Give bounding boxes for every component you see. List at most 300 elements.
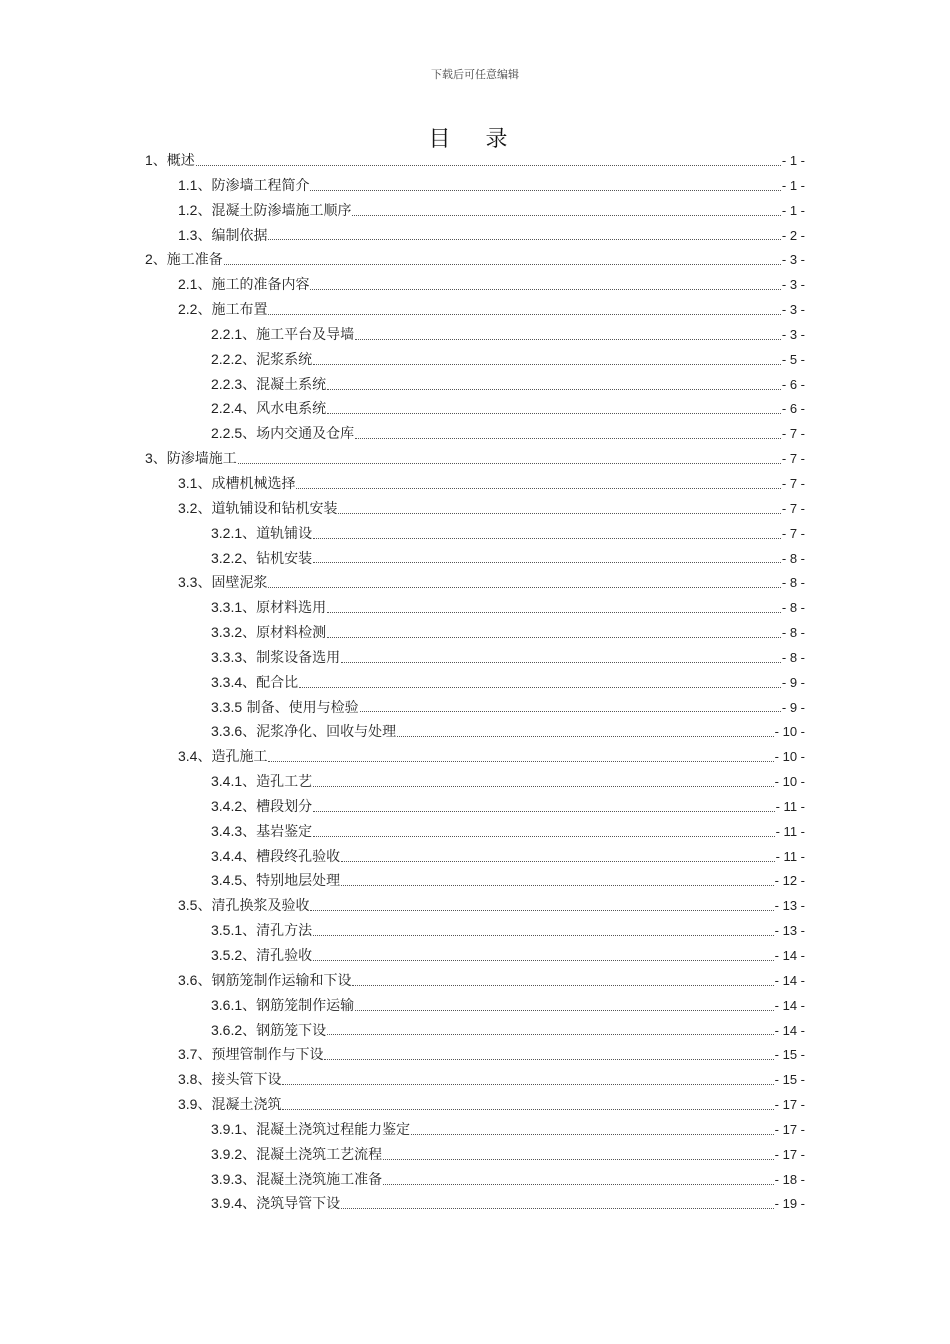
toc-entry[interactable] [145,546,805,571]
toc-page-number: - 14 - [774,972,805,988]
toc-entry-text: 道轨铺设 [256,525,313,542]
toc-entry-separator: 、 [197,1097,212,1114]
dot-leader [313,562,781,563]
toc-page-number: - 17 - [774,1121,805,1137]
toc-page-number: - 10 - [774,749,805,765]
toc-entry-number: 3.5.1 [211,922,243,939]
dot-leader [397,736,774,737]
table-of-contents [145,148,805,1216]
toc-entry-label [211,546,312,572]
toc-entry[interactable] [145,868,805,893]
toc-entry[interactable] [145,297,805,322]
toc-entry-separator: 、 [152,153,167,169]
toc-entry-separator: 、 [197,575,212,592]
toc-entry-label [178,1092,281,1118]
toc-entry-separator: 、 [197,475,212,492]
toc-entry-text: 清孔方法 [256,923,313,940]
toc-entry-text: 钢筋笼制作运输 [256,997,355,1014]
toc-entry-number: 3.3.6 [211,723,243,740]
toc-entry-text: 造孔工艺 [256,774,313,791]
toc-page-number: - 8 - [781,550,805,566]
dot-leader [327,637,781,638]
toc-entry[interactable] [145,819,805,844]
toc-entry[interactable] [145,396,805,421]
dot-leader [313,935,774,936]
toc-entry-text: 施工布置 [211,302,268,319]
toc-entry-number: 3.3.2 [211,624,243,641]
toc-entry-text: 泥浆净化、回收与处理 [256,724,397,741]
dot-leader [327,413,781,414]
toc-entry-label [211,421,354,447]
dot-leader [313,538,781,539]
toc-entry-number: 3.2 [178,499,198,516]
toc-entry-text: 基岩鉴定 [256,823,313,840]
toc-entry[interactable] [145,198,805,223]
toc-entry-number: 3.5.2 [211,947,243,963]
toc-entry-separator: 、 [242,948,257,964]
toc-page-number: - 12 - [774,873,805,889]
toc-entry-text: 风水电系统 [256,401,327,418]
toc-entry-number: 3.4.2 [211,797,243,814]
header-note: 下载后可任意编辑 [431,68,519,81]
toc-page-number: - 7 - [781,426,805,442]
toc-entry-separator: 、 [197,749,212,766]
toc-entry[interactable] [145,1117,805,1142]
toc-entry[interactable] [145,347,805,372]
toc-page-number: - 7 - [781,525,805,541]
dot-leader [352,215,780,216]
toc-entry-label [211,1167,382,1193]
toc-entry-label [211,819,312,845]
dot-leader [310,289,780,290]
toc-page-number: - 7 - [781,451,805,467]
toc-entry-text: 清孔验收 [256,948,313,964]
toc-entry-separator: 、 [197,1047,212,1064]
toc-entry-label [211,695,359,721]
toc-entry-separator: 、 [242,550,257,567]
toc-entry-text: 混凝土防渗墙施工顺序 [211,202,352,219]
toc-entry-number: 3.6.2 [211,1021,243,1038]
toc-entry-separator: 、 [197,898,212,915]
toc-page-number: - 17 - [774,1146,805,1162]
dot-leader [268,239,780,240]
toc-entry-text: 混凝土系统 [256,376,327,393]
dot-leader [327,612,781,613]
toc-entry-text: 混凝土浇筑工艺流程 [256,1146,383,1163]
toc-entry[interactable] [145,1067,805,1092]
dot-leader [268,587,780,588]
dot-leader [268,761,773,762]
toc-entry[interactable] [145,272,805,297]
toc-entry-text: 原材料检测 [256,625,327,642]
toc-entry-separator: 、 [197,202,212,219]
toc-entry[interactable] [145,943,805,968]
toc-page-number: - 10 - [774,724,805,740]
toc-entry-separator: 、 [242,798,257,815]
toc-page-number: - 9 - [781,674,805,690]
toc-page-number: - 3 - [781,277,805,293]
dot-leader [299,687,781,688]
toc-entry[interactable] [145,645,805,670]
toc-entry-text: 接头管下设 [211,1072,282,1089]
toc-entry-separator: 、 [152,252,167,269]
toc-entry[interactable] [145,1167,805,1192]
toc-entry-text: 钢筋笼下设 [256,1022,327,1039]
toc-entry-number: 3.3.3 [211,648,243,665]
toc-entry-label [211,794,312,820]
dot-leader [383,1184,774,1185]
toc-entry[interactable] [145,769,805,794]
toc-entry[interactable] [145,223,805,248]
dot-leader [355,438,781,439]
toc-entry-separator: 、 [242,1121,257,1138]
toc-entry-number: 3.5 [178,897,198,914]
toc-entry[interactable] [145,968,805,993]
toc-entry-text: 制备、使用与检验 [246,699,359,716]
toc-entry-separator: 、 [242,774,257,791]
toc-entry[interactable] [145,595,805,620]
toc-entry-separator: 、 [242,625,257,642]
dot-leader [352,985,773,986]
dot-leader [224,264,781,265]
toc-page-number: - 17 - [774,1097,805,1113]
toc-entry[interactable] [145,521,805,546]
toc-entry[interactable] [145,173,805,198]
toc-page-number: - 9 - [781,699,805,715]
toc-page-number: - 1 - [781,153,805,168]
toc-entry-separator: 、 [197,302,212,319]
dot-leader [313,811,774,812]
toc-entry-separator: 、 [242,600,257,617]
toc-entry-label [211,595,326,621]
toc-entry-separator: 、 [242,525,257,542]
toc-entry-separator: 、 [242,326,257,343]
toc-entry-label [211,347,312,373]
toc-entry-number: 1.1 [178,176,198,193]
toc-entry-number: 3.4.5 [211,872,243,889]
toc-entry[interactable] [145,148,805,173]
toc-entry-separator: 、 [197,972,212,989]
toc-entry-label [211,943,312,969]
toc-entry-separator: 、 [242,873,257,890]
toc-entry[interactable] [145,744,805,769]
toc-entry-text: 编制依据 [211,227,268,244]
toc-entry-label [211,918,312,944]
toc-entry[interactable] [145,421,805,446]
dot-leader [268,314,780,315]
toc-entry-number: 3.2.2 [211,549,243,566]
toc-entry-separator: 、 [242,1022,257,1039]
toc-entry-text: 泥浆系统 [256,351,313,368]
toc-entry-text: 原材料选用 [256,600,327,617]
toc-entry-text: 成槽机械选择 [211,475,296,492]
toc-entry-text: 施工准备 [166,252,223,269]
toc-entry-label [178,173,309,199]
toc-entry-text: 施工平台及导墙 [256,326,355,343]
toc-entry-text: 概述 [166,153,195,169]
toc-page-number: - 8 - [781,600,805,616]
toc-page-number: - 11 - [775,848,805,864]
toc-entry-text: 浇筑导管下设 [256,1196,341,1213]
toc-entry-label [178,198,351,224]
toc-page-number: - 1 - [781,202,805,218]
dot-leader [324,1059,773,1060]
toc-entry-separator: 、 [242,674,257,691]
toc-page-number: - 3 - [781,326,805,342]
toc-entry-number: 3.6.1 [211,996,243,1013]
toc-entry-label [211,719,396,745]
toc-entry-label [211,1191,340,1217]
toc-entry-number: 2.2.4 [211,400,243,417]
dot-leader [383,1159,774,1160]
toc-entry-number: 3.9.2 [211,1145,243,1162]
toc-entry-number: 3.9.3 [211,1170,243,1187]
toc-entry-text: 混凝土浇筑施工准备 [256,1171,383,1188]
toc-entry-label [211,1117,410,1143]
toc-entry[interactable] [145,1142,805,1167]
toc-page-number: - 1 - [781,177,805,193]
toc-entry-number: 2 [145,251,153,268]
dot-leader [327,389,781,390]
toc-entry-number: 3.9.1 [211,1120,243,1137]
toc-entry-separator: 、 [242,823,257,840]
toc-entry-separator: 、 [197,177,212,194]
toc-entry-number: 1.3 [178,226,198,243]
toc-entry-label [211,993,354,1019]
dot-leader [313,960,774,961]
toc-entry-label [178,570,267,596]
toc-entry-text: 施工的准备内容 [211,277,310,294]
toc-entry-label [145,446,237,472]
toc-entry-number: 2.2 [178,301,198,318]
page-title: 目 录 [428,127,522,152]
toc-entry-text: 预埋管制作与下设 [211,1047,324,1064]
toc-page-number: - 19 - [774,1196,805,1212]
toc-entry-label [178,223,267,249]
toc-entry-number: 3.4 [178,748,198,765]
toc-entry-text: 钻机安装 [256,550,313,567]
toc-entry-label [211,372,326,398]
toc-page-number: - 18 - [774,1171,805,1187]
toc-entry-number: 3.8 [178,1071,198,1088]
toc-entry-number: 3.2.1 [211,524,243,541]
toc-page-number: - 3 - [781,302,805,318]
toc-entry[interactable] [145,372,805,397]
toc-entry-text: 场内交通及仓库 [256,426,355,443]
toc-entry[interactable] [145,695,805,720]
dot-leader [313,836,774,837]
toc-entry-number: 3.3.5 [211,698,243,715]
toc-entry-separator: 、 [197,1072,212,1089]
toc-entry-separator: 、 [242,1171,257,1188]
toc-entry-separator: 、 [242,1196,257,1213]
toc-entry-number: 3.3 [178,574,198,591]
toc-entry-label [211,769,312,795]
toc-entry[interactable] [145,620,805,645]
toc-entry-separator: 、 [197,277,212,294]
toc-page-number: - 14 - [774,948,805,963]
toc-entry-text: 造孔施工 [211,749,268,766]
toc-entry-label [178,496,337,522]
toc-entry-label [211,868,340,894]
toc-entry[interactable] [145,1191,805,1216]
dot-leader [355,339,781,340]
toc-entry[interactable] [145,1018,805,1043]
toc-entry[interactable] [145,1042,805,1067]
toc-entry-number: 2.2.3 [211,375,243,392]
toc-page-number: - 15 - [774,1072,805,1088]
toc-entry-number: 3.9 [178,1096,198,1113]
toc-entry-number: 2.2.1 [211,325,243,342]
toc-entry[interactable] [145,570,805,595]
toc-entry-separator: 、 [242,923,257,940]
toc-entry-label [178,471,295,497]
toc-entry-text: 混凝土浇筑过程能力鉴定 [256,1121,411,1138]
toc-entry[interactable] [145,446,805,471]
toc-entry-text: 道轨铺设和钻机安装 [211,500,338,517]
toc-page-number: - 11 - [775,823,805,839]
toc-entry-number: 3.9.4 [211,1195,243,1212]
dot-leader [296,488,780,489]
toc-entry[interactable] [145,247,805,272]
dot-leader [341,1208,774,1209]
toc-entry-number: 3.4.4 [211,847,243,864]
toc-entry-separator: 、 [242,401,257,418]
toc-entry-number: 3.4.1 [211,773,243,790]
toc-page-number: - 10 - [774,774,805,790]
toc-entry-number: 3.1 [178,474,198,491]
toc-page-number: - 3 - [781,252,805,268]
dot-leader [310,190,780,191]
toc-entry[interactable] [145,719,805,744]
dot-leader [341,885,774,886]
toc-page-number: - 5 - [781,351,805,367]
toc-entry[interactable] [145,471,805,496]
toc-entry-label [211,521,312,547]
toc-entry-label [178,893,309,919]
dot-leader [327,1034,774,1035]
toc-entry-number: 1 [145,152,153,168]
dot-leader [341,662,781,663]
toc-entry[interactable] [145,918,805,943]
toc-entry-label [178,1042,323,1068]
toc-entry-label [211,1018,326,1044]
toc-entry-label [178,272,309,298]
toc-entry-number: 2.2.2 [211,350,243,367]
toc-entry-text: 防渗墙工程简介 [211,177,310,194]
dot-leader [310,910,773,911]
toc-entry-text: 制浆设备选用 [256,649,341,666]
toc-page-number: - 6 - [781,376,805,392]
toc-entry[interactable] [145,794,805,819]
toc-entry-label [178,968,351,994]
toc-page-number: - 6 - [781,401,805,417]
toc-entry-separator: 、 [242,997,257,1014]
toc-page-number: - 7 - [781,475,805,491]
toc-page-number: - 14 - [774,1022,805,1038]
toc-entry-separator: 、 [242,724,257,741]
toc-entry-label [211,396,326,422]
dot-leader [313,364,781,365]
dot-leader [411,1134,774,1135]
toc-entry-number: 2.1 [178,276,198,293]
toc-entry-label [211,844,340,870]
toc-entry-separator: 、 [197,227,212,244]
toc-entry-text: 混凝土浇筑 [211,1097,282,1114]
toc-entry-number: 1.2 [178,201,198,218]
toc-entry-separator: 、 [152,451,167,468]
toc-entry-text: 防渗墙施工 [166,451,237,468]
toc-entry-label [211,322,354,348]
toc-page-number: - 7 - [781,500,805,516]
toc-entry-label [145,247,223,273]
toc-page-number: - 2 - [781,227,805,243]
toc-page-number: - 13 - [774,923,805,939]
toc-entry-text: 钢筋笼制作运输和下设 [211,972,352,989]
toc-entry[interactable] [145,670,805,695]
toc-entry-text: 配合比 [256,674,299,691]
toc-entry-number: 3.3.1 [211,599,243,616]
dot-leader [282,1084,773,1085]
dot-leader [338,513,780,514]
toc-entry-text: 槽段划分 [256,798,313,815]
dot-leader [360,711,781,712]
toc-page-number: - 8 - [781,575,805,591]
toc-entry-text: 固壁泥浆 [211,575,268,592]
toc-entry-label [178,1067,281,1093]
toc-entry-separator: 、 [242,376,257,393]
toc-entry-number: 3 [145,450,153,467]
toc-entry[interactable] [145,993,805,1018]
dot-leader [355,1010,774,1011]
toc-page-number: - 11 - [775,798,805,814]
toc-entry-number: 3.3.4 [211,673,243,690]
toc-entry-number: 2.2.5 [211,425,243,442]
toc-entry-separator: 、 [242,848,257,865]
toc-page-number: - 14 - [774,997,805,1013]
toc-entry-text: 特别地层处理 [256,873,341,890]
toc-entry-separator: 、 [242,649,257,666]
dot-leader [341,861,774,862]
toc-entry-separator: 、 [242,351,257,368]
toc-entry[interactable] [145,322,805,347]
toc-entry-label [211,670,298,696]
toc-entry-text: 槽段终孔验收 [256,848,341,865]
toc-entry-number: 3.6 [178,971,198,988]
toc-entry-label [211,1142,382,1168]
toc-page-number: - 8 - [781,649,805,665]
toc-entry[interactable] [145,496,805,521]
toc-page-number: - 15 - [774,1047,805,1063]
dot-leader [313,786,774,787]
toc-entry[interactable] [145,893,805,918]
toc-entry-number: 3.4.3 [211,822,243,839]
toc-entry-label [178,297,267,323]
toc-entry-label [145,148,195,174]
toc-entry-label [211,620,326,646]
toc-entry[interactable] [145,1092,805,1117]
toc-entry-separator: 、 [242,426,257,443]
toc-page-number: - 8 - [781,625,805,641]
dot-leader [238,463,781,464]
dot-leader [282,1109,773,1110]
toc-entry[interactable] [145,844,805,869]
toc-entry-separator: 、 [197,500,212,517]
toc-entry-separator: 、 [242,1146,257,1163]
toc-entry-number: 3.7 [178,1046,198,1063]
dot-leader [196,165,781,166]
toc-page-number: - 13 - [774,898,805,914]
